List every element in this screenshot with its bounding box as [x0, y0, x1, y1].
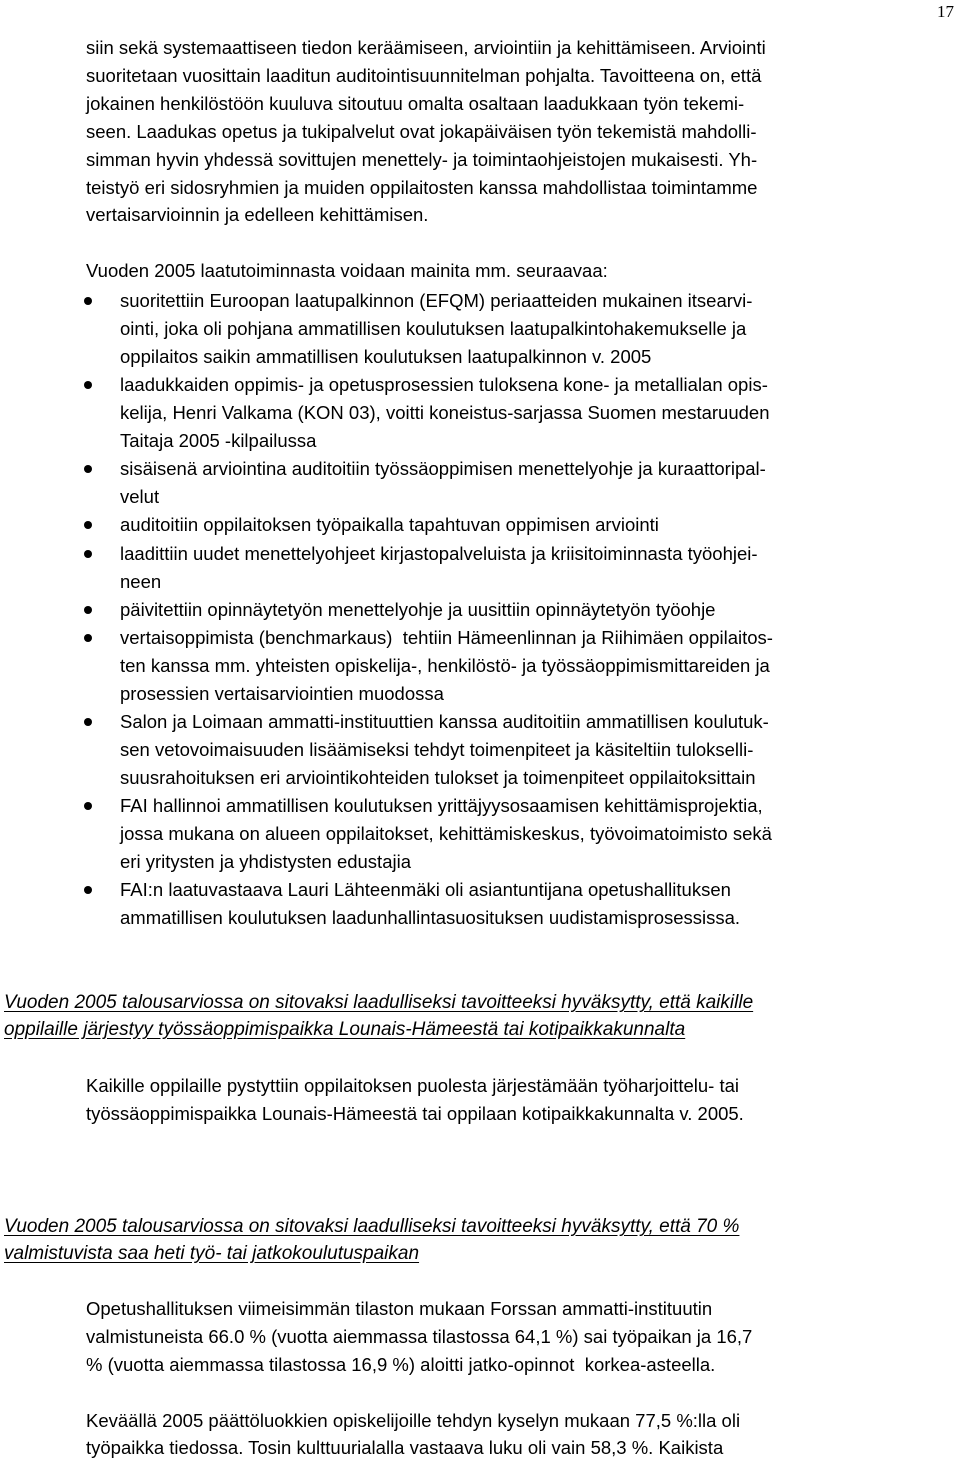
list-item-line: laadukkaiden oppimis- ja opetusprosessien tuloksena kone- ja metallialan opis-: [120, 374, 768, 395]
list-item-line: jossa mukana on alueen oppilaitokset, kehittämiskeskus, työvoimatoimisto sekä: [120, 823, 772, 844]
list-item-line: neen: [120, 571, 162, 592]
section-body-line: Keväällä 2005 päättöluokkien opiskelijoille tehdyn kyselyn mukaan 77,5 %:lla oli: [86, 1410, 741, 1431]
section-body-line: työpaikka tiedossa. Tosin kulttuurialalla vastaava luku oli vain 58,3 %. Kaikista: [86, 1437, 724, 1458]
bullet-icon: [84, 381, 92, 389]
list-item-line: auditoitiin oppilaitoksen työpaikalla tapahtuvan oppimisen arviointi: [120, 514, 659, 535]
intro-line: suoritetaan vuosittain laaditun auditointisuunnitelman pohjalta. Tavoitteena on, että: [86, 65, 762, 86]
intro-line: teistyö eri sidosryhmien ja muiden oppilaitosten kanssa mahdollistaa toimintamme: [86, 177, 758, 198]
list-item-line: prosessien vertaisarviointien muodossa: [120, 683, 444, 704]
list-item-line: päivitettiin opinnäytetyön menettelyohje ja uusittiin opinnäytetyön työohje: [120, 599, 716, 620]
bullet-icon: [84, 297, 92, 305]
bullet-icon: [84, 802, 92, 810]
list-item-line: eri yritysten ja yhdistysten edustajia: [120, 851, 411, 872]
list-item-line: velut: [120, 486, 160, 507]
list-item-line: oppilaitos saikin ammatillisen koulutuksen laatupalkinnon v. 2005: [120, 346, 652, 367]
bullet-icon: [84, 465, 92, 473]
page-number: 17: [937, 2, 954, 21]
list-item-line: sisäisenä arviointina auditoitiin työssäoppimisen menettelyohje ja kuraattoripal-: [120, 458, 766, 479]
list-item-line: sen vetovoimaisuuden lisäämiseksi tehdyt toimenpiteet ja käsiteltiin tulokselli-: [120, 739, 754, 760]
bullet-icon: [84, 886, 92, 894]
intro-line: seen. Laadukas opetus ja tukipalvelut ovat jokapäiväisen työn tekemistä mahdolli-: [86, 121, 757, 142]
section-body-line: valmistuneista 66.0 % (vuotta aiemmassa tilastossa 64,1 %) sai työpaikan ja 16,7: [86, 1326, 753, 1347]
list-item-line: FAI hallinnoi ammatillisen koulutuksen yrittäjyysosaamisen kehittämisprojektia,: [120, 795, 763, 816]
section-body-line: työssäoppimispaikka Lounais-Hämeestä tai oppilaan kotipaikkakunnalta v. 2005.: [86, 1103, 744, 1124]
bullet-icon: [84, 718, 92, 726]
section-body-line: % (vuotta aiemmassa tilastossa 16,9 %) aloitti jatko-opinnot korkea-asteella.: [86, 1354, 716, 1375]
section-heading-line: Vuoden 2005 talousarviossa on sitovaksi laadulliseksi tavoitteeksi hyväksytty, että kaikille: [4, 992, 754, 1013]
list-item-line: ointi, joka oli pohjana ammatillisen koulutuksen laatupalkintohakemukselle ja: [120, 318, 747, 339]
bullet-icon: [84, 634, 92, 642]
list-item-line: FAI:n laatuvastaava Lauri Lähteenmäki oli asiantuntijana opetushallituksen: [120, 879, 731, 900]
intro-line: jokainen henkilöstöön kuuluva sitoutuu omalta osaltaan laadukkaan työn tekemi-: [86, 93, 745, 114]
list-item-line: laadittiin uudet menettelyohjeet kirjastopalveluista ja kriisitoiminnasta työohjei-: [120, 543, 758, 564]
list-item-line: ten kanssa mm. yhteisten opiskelija-, henkilöstö- ja työssäoppimismittareiden ja: [120, 655, 770, 676]
bullet-icon: [84, 606, 92, 614]
list-item-line: kelija, Henri Valkama (KON 03), voitti koneistus-sarjassa Suomen mestaruuden: [120, 402, 770, 423]
list-item-line: vertaisoppimista (benchmarkaus) tehtiin Hämeenlinnan ja Riihimäen oppilaitos-: [120, 627, 773, 648]
list-item-line: suoritettiin Euroopan laatupalkinnon (EFQM) periaatteiden mukainen itsearvi-: [120, 290, 753, 311]
bullet-icon: [84, 550, 92, 558]
list-item-line: ammatillisen koulutuksen laadunhallintasuosituksen uudistamisprosessissa.: [120, 907, 741, 928]
bullet-icon: [84, 521, 92, 529]
intro-line: simman hyvin yhdessä sovittujen menettely- ja toimintaohjeistojen mukaisesti. Yh-: [86, 149, 758, 170]
list-item-line: Salon ja Loimaan ammatti-instituuttien kanssa auditoitiin ammatillisen koulutuk-: [120, 711, 769, 732]
section-body-line: Kaikille oppilaille pystyttiin oppilaitoksen puolesta järjestämään työharjoittelu- tai: [86, 1075, 739, 1096]
section-heading-line: Vuoden 2005 talousarviossa on sitovaksi laadulliseksi tavoitteeksi hyväksytty, että 70 %: [4, 1216, 740, 1237]
list-item-line: suusrahoituksen eri arviointikohteiden tulokset ja toimenpiteet oppilaitoksittain: [120, 767, 756, 788]
section-body-line: Opetushallituksen viimeisimmän tilaston mukaan Forssan ammatti-instituutin: [86, 1298, 713, 1319]
section-heading-line: valmistuvista saa heti työ- tai jatkokoulutuspaikan: [4, 1243, 420, 1264]
intro-line: vertaisarvioinnin ja edelleen kehittämisen.: [86, 204, 429, 225]
list-intro: Vuoden 2005 laatutoiminnasta voidaan mainita mm. seuraavaa:: [86, 260, 608, 281]
section-heading-line: oppilaille järjestyy työssäoppimispaikka Lounais-Hämeestä tai kotipaikkakunnalta: [4, 1019, 686, 1040]
intro-line: siin sekä systemaattiseen tiedon keräämiseen, arviointiin ja kehittämiseen. Arviointi: [86, 37, 766, 58]
list-item-line: Taitaja 2005 -kilpailussa: [120, 430, 317, 451]
